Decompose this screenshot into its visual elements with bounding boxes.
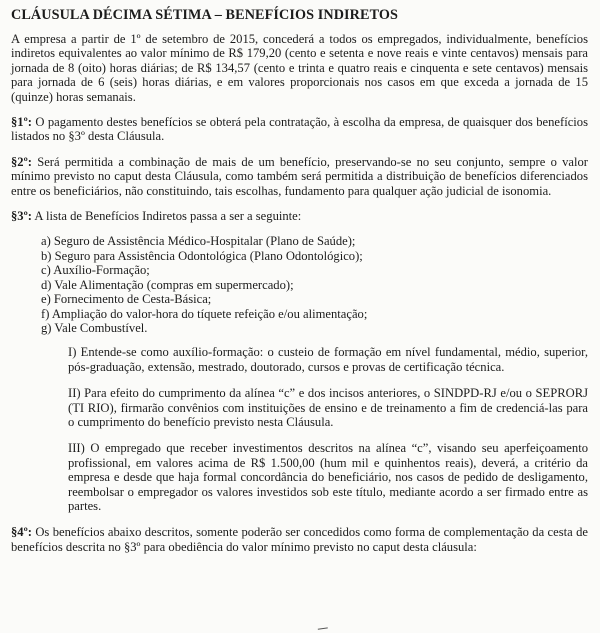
list-item: e) Fornecimento de Cesta-Básica; (41, 292, 212, 307)
paragraph-2-text: Será permitida a combinação de mais de um benefício, preservando-se no seu conjunto, sempre o valor mínimo previsto no caput desta Cláusula, como também será permitida a distribuição de benefícios diferenciados entre os beneficiários, não constituindo, tais escolhas, fundamento para qualquer ação judicial de isonomia. (11, 154, 588, 198)
paragraph-3-text: A lista de Benefícios Indiretos passa a ser a seguinte: (31, 209, 302, 224)
handwritten-mark (318, 627, 328, 632)
subitem-2: II) Para efeito do cumprimento da alínea “c” e dos incisos anteriores, o SINDPD-RJ e/ou o SEPRORJ (TI RIO), firmarão convênios com instituições de ensino e de treinamento a fim de credenciá-las para o cumprimento do benefício previsto nesta Cláusula. (68, 386, 588, 429)
paragraph-4-label: §4º: (11, 525, 32, 540)
list-item: c) Auxílio-Formação; (41, 263, 150, 278)
paragraph-2 (11, 155, 588, 198)
subitem-3: III) O empregado que receber investimentos descritos na alínea “c”, visando seu aperfeiçoamento profissional, em valores acima de R$ 1.500,00 (hum mil e quinhentos reais), deverá, a critério da empresa e desde que haja formal concordância do beneficiário, nos casos de pedido de desligamento, reembolsar o empregador os valores investidos sob este título, mediante acordo a ser firmado entre as partes. (68, 441, 588, 513)
clause-title: CLÁUSULA DÉCIMA SÉTIMA – BENEFÍCIOS INDIRETOS (11, 7, 398, 23)
paragraph-3-label: §3º: (11, 209, 32, 224)
paragraph-1-text: O pagamento destes benefícios se obterá pela contratação, à escolha da empresa, de quaisquer dos benefícios listados no §3º desta Cláusula. (11, 115, 588, 144)
paragraph-4 (11, 525, 588, 554)
list-item: a) Seguro de Assistência Médico-Hospitalar (Plano de Saúde); (41, 234, 356, 249)
paragraph-1 (11, 115, 588, 144)
list-item: f) Ampliação do valor-hora do tíquete refeição e/ou alimentação; (41, 306, 368, 321)
subitem-1: I) Entende-se como auxílio-formação: o custeio de formação em nível fundamental, médio, superior, pós-graduação, extensão, mestrado, doutorado, cursos e provas de certificação técnica. (68, 345, 588, 374)
paragraph-2-label: §2º: (11, 154, 32, 169)
paragraph-1-label: §1º: (11, 115, 32, 130)
benefits-list (41, 234, 588, 335)
list-item: g) Vale Combustível. (41, 320, 148, 335)
list-item: b) Seguro para Assistência Odontológica (Plano Odontológico); (41, 248, 363, 263)
paragraph-4-text: Os benefícios abaixo descritos, somente poderão ser concedidos como forma de complementação da cesta de benefícios descrita no §3º para obediência do valor mínimo previsto no caput desta cláusula: (11, 525, 588, 554)
paragraph-3 (11, 209, 588, 223)
list-item: d) Vale Alimentação (compras em supermercado); (41, 277, 294, 292)
intro-paragraph: A empresa a partir de 1º de setembro de 2015, concederá a todos os empregados, individualmente, benefícios indiretos equivalentes ao valor mínimo de R$ 179,20 (cento e setenta e nove reais e vinte centavos) mensais para jornada de 8 (oito) horas diárias; de R$ 134,57 (cento e trinta e quatro reais e cinquenta e sete centavos) mensais para jornada de 6 (seis) horas diárias, e em valores proporcionais nos casos em que exceda a jornada de 15 (quinze) horas semanais. (11, 32, 588, 104)
